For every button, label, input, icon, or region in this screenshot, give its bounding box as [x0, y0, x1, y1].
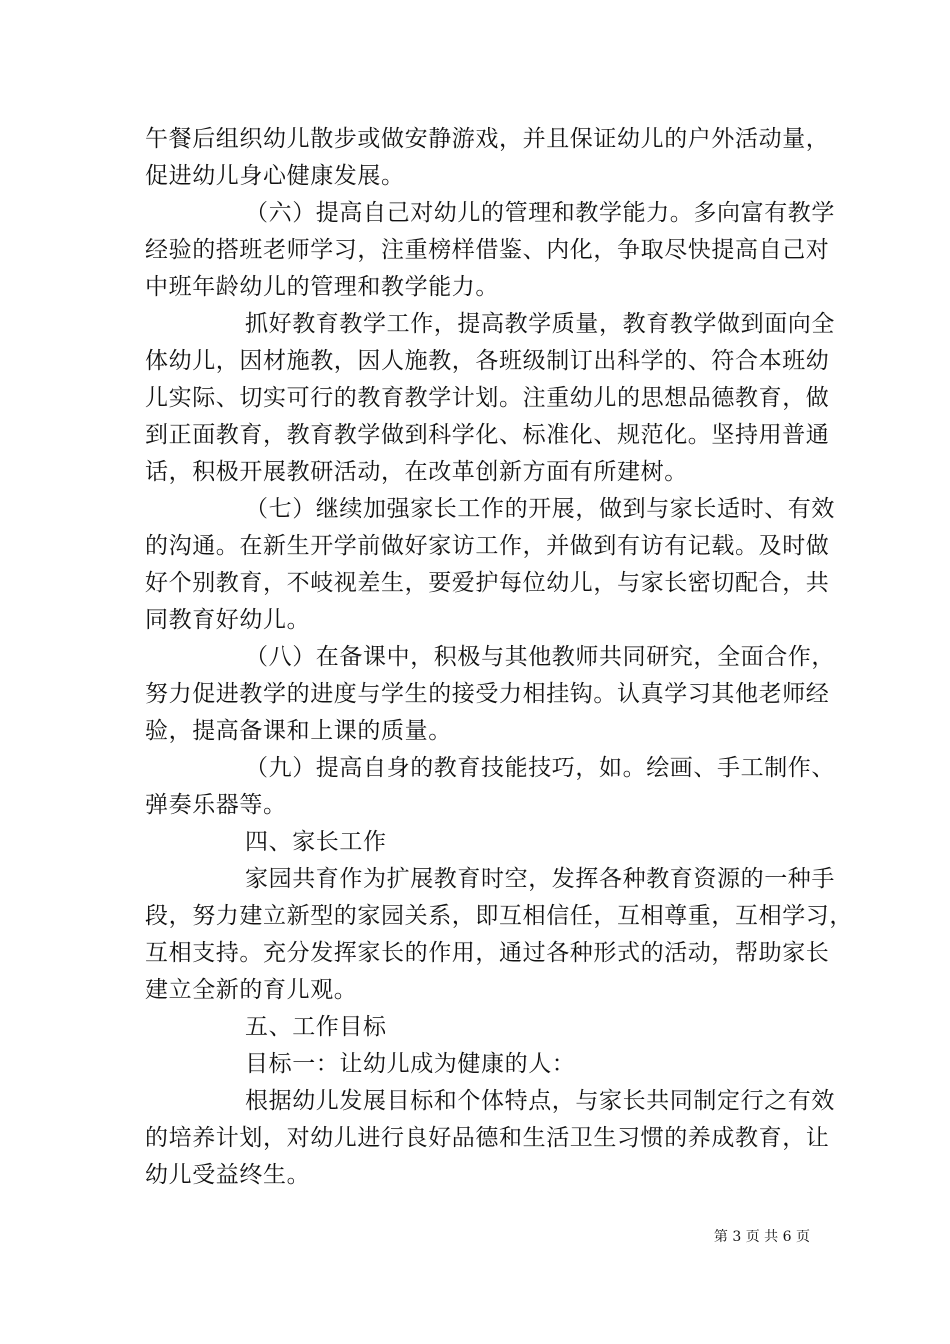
text-line: 的沟通。在新生开学前做好家访工作，并做到有访有记载。及时做 [145, 533, 830, 559]
text-line: 同教育好幼儿。 [145, 607, 311, 633]
text-line: 努力促进教学的进度与学生的接受力相挂钩。认真学习其他老师经 [145, 681, 830, 707]
text-line: （九）提高自身的教育技能技巧，如。绘画、手工制作、 [245, 755, 835, 781]
text-line: 中班年龄幼儿的管理和教学能力。 [145, 274, 499, 300]
text-line: 互相支持。充分发挥家长的作用，通过各种形式的活动，帮助家长 [145, 940, 830, 966]
text-line: 根据幼儿发展目标和个体特点，与家长共同制定行之有效 [245, 1088, 835, 1114]
text-line: 弹奏乐器等。 [145, 792, 287, 818]
text-line: 促进幼儿身心健康发展。 [145, 163, 405, 189]
text-line: 儿实际、切实可行的教育教学计划。注重幼儿的思想品德教育，做 [145, 385, 830, 411]
text-line: 验，提高备课和上课的质量。 [145, 718, 452, 744]
text-line: 段，努力建立新型的家园关系，即互相信任，互相尊重，互相学习， [145, 903, 853, 929]
text-line: 家园共育作为扩展教育时空，发挥各种教育资源的一种手 [245, 866, 835, 892]
text-line: 体幼儿，因材施教，因人施教，各班级制订出科学的、符合本班幼 [145, 348, 830, 374]
text-line: （八）在备课中，积极与其他教师共同研究，全面合作， [245, 644, 835, 670]
section-heading: 四、家长工作 [245, 829, 387, 855]
text-line: （七）继续加强家长工作的开展，做到与家长适时、有效 [245, 496, 835, 522]
text-line: 午餐后组织幼儿散步或做安静游戏，并且保证幼儿的户外活动量， [145, 126, 830, 152]
text-line: 抓好教育教学工作，提高教学质量，教育教学做到面向全 [245, 311, 835, 337]
text-line: 建立全新的育儿观。 [145, 977, 358, 1003]
section-heading: 五、工作目标 [245, 1014, 387, 1040]
text-line: 到正面教育，教育教学做到科学化、标准化、规范化。坚持用普通 [145, 422, 830, 448]
text-line: 好个别教育，不岐视差生，要爱护每位幼儿，与家长密切配合，共 [145, 570, 830, 596]
text-line: 话，积极开展教研活动，在改革创新方面有所建树。 [145, 459, 688, 485]
text-line: 经验的搭班老师学习，注重榜样借鉴、内化，争取尽快提高自己对 [145, 237, 830, 263]
text-line: （六）提高自己对幼儿的管理和教学能力。多向富有教学 [245, 200, 835, 226]
subheading: 目标一：让幼儿成为健康的人： [245, 1051, 576, 1077]
page-number: 第 3 页 共 6 页 [713, 1229, 810, 1245]
text-line: 幼儿受益终生。 [145, 1162, 311, 1188]
text-line: 的培养计划，对幼儿进行良好品德和生活卫生习惯的养成教育，让 [145, 1125, 830, 1151]
